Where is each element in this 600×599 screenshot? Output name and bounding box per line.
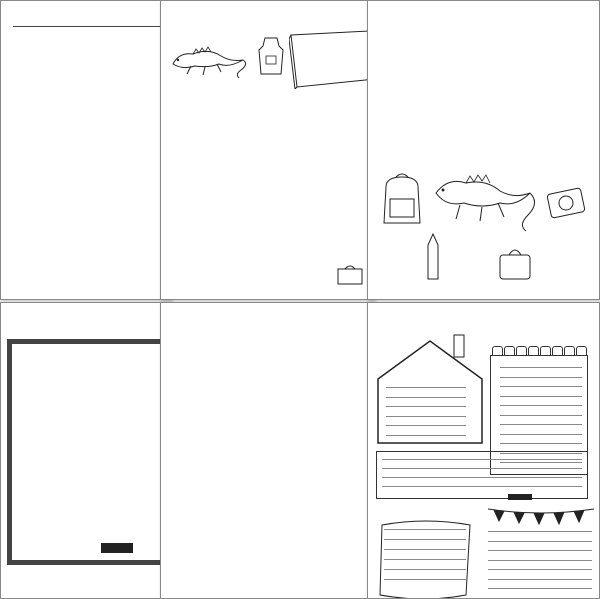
smock-illustration	[257, 36, 285, 76]
crayon	[564, 346, 575, 356]
writing-line[interactable]	[384, 549, 466, 550]
writing-line[interactable]	[500, 453, 582, 454]
bunting-banner	[486, 507, 596, 527]
writing-line[interactable]	[488, 541, 592, 542]
writing-line[interactable]	[382, 486, 582, 487]
chalkboard-eraser	[101, 543, 133, 553]
writing-line[interactable]	[500, 415, 582, 416]
backpack-illustration	[378, 173, 426, 227]
looks-board-ledge	[508, 494, 532, 500]
worksheet-header	[1, 303, 171, 313]
writing-line[interactable]	[488, 560, 592, 561]
worksheet-header	[368, 303, 599, 313]
house-frame	[374, 331, 486, 445]
writing-line[interactable]	[500, 405, 582, 406]
writing-line[interactable]	[488, 550, 592, 551]
writing-line[interactable]	[382, 468, 582, 469]
crayon	[492, 346, 503, 356]
crayon	[552, 346, 563, 356]
writing-line[interactable]	[500, 367, 582, 368]
writing-line[interactable]	[500, 424, 582, 425]
chalkboard-frame	[7, 339, 172, 565]
worksheet-vocabulary-fill-in	[160, 0, 375, 300]
writing-line[interactable]	[500, 434, 582, 435]
worksheet-vocabulary-matching	[0, 0, 172, 300]
writing-line[interactable]	[500, 443, 582, 444]
worksheet-header	[1, 1, 171, 11]
iguana-illustration	[169, 34, 249, 79]
title-underline	[13, 26, 172, 27]
writing-line[interactable]	[384, 529, 466, 530]
writing-line[interactable]	[382, 477, 582, 478]
crayon	[528, 346, 539, 356]
crayon	[576, 346, 587, 356]
writing-line[interactable]	[386, 416, 466, 417]
worksheet-header	[161, 303, 374, 313]
vocabulary-book	[289, 29, 375, 89]
worksheet-senses	[367, 302, 600, 599]
worksheet-contractions	[160, 302, 375, 599]
name-label	[595, 303, 599, 313]
writing-line[interactable]	[386, 406, 466, 407]
writing-line[interactable]	[500, 396, 582, 397]
name-label	[595, 1, 599, 11]
pencil-illustration	[426, 233, 440, 281]
worksheet-word-search	[367, 0, 600, 300]
iguana-illustration	[430, 163, 540, 233]
writing-line[interactable]	[382, 459, 582, 460]
crayon	[516, 346, 527, 356]
writing-line[interactable]	[500, 386, 582, 387]
writing-line[interactable]	[386, 435, 466, 436]
writing-line[interactable]	[500, 377, 582, 378]
writing-line[interactable]	[384, 539, 466, 540]
writing-line[interactable]	[386, 397, 466, 398]
writing-line[interactable]	[384, 579, 466, 580]
writing-line[interactable]	[384, 569, 466, 570]
worksheet-header	[161, 1, 374, 11]
lunchbox-illustration	[498, 245, 532, 281]
writing-line[interactable]	[384, 559, 466, 560]
writing-line[interactable]	[386, 425, 466, 426]
writing-line[interactable]	[488, 569, 592, 570]
crayon	[504, 346, 515, 356]
lunchbox-illustration	[337, 263, 363, 285]
crayon	[540, 346, 551, 356]
writing-line[interactable]	[386, 387, 466, 388]
worksheet-word-maker	[0, 302, 172, 599]
writing-line[interactable]	[488, 579, 592, 580]
writing-line[interactable]	[500, 462, 582, 463]
writing-line[interactable]	[488, 588, 592, 589]
camera-illustration	[546, 183, 586, 219]
worksheet-header	[368, 1, 599, 11]
writing-line[interactable]	[488, 531, 592, 532]
